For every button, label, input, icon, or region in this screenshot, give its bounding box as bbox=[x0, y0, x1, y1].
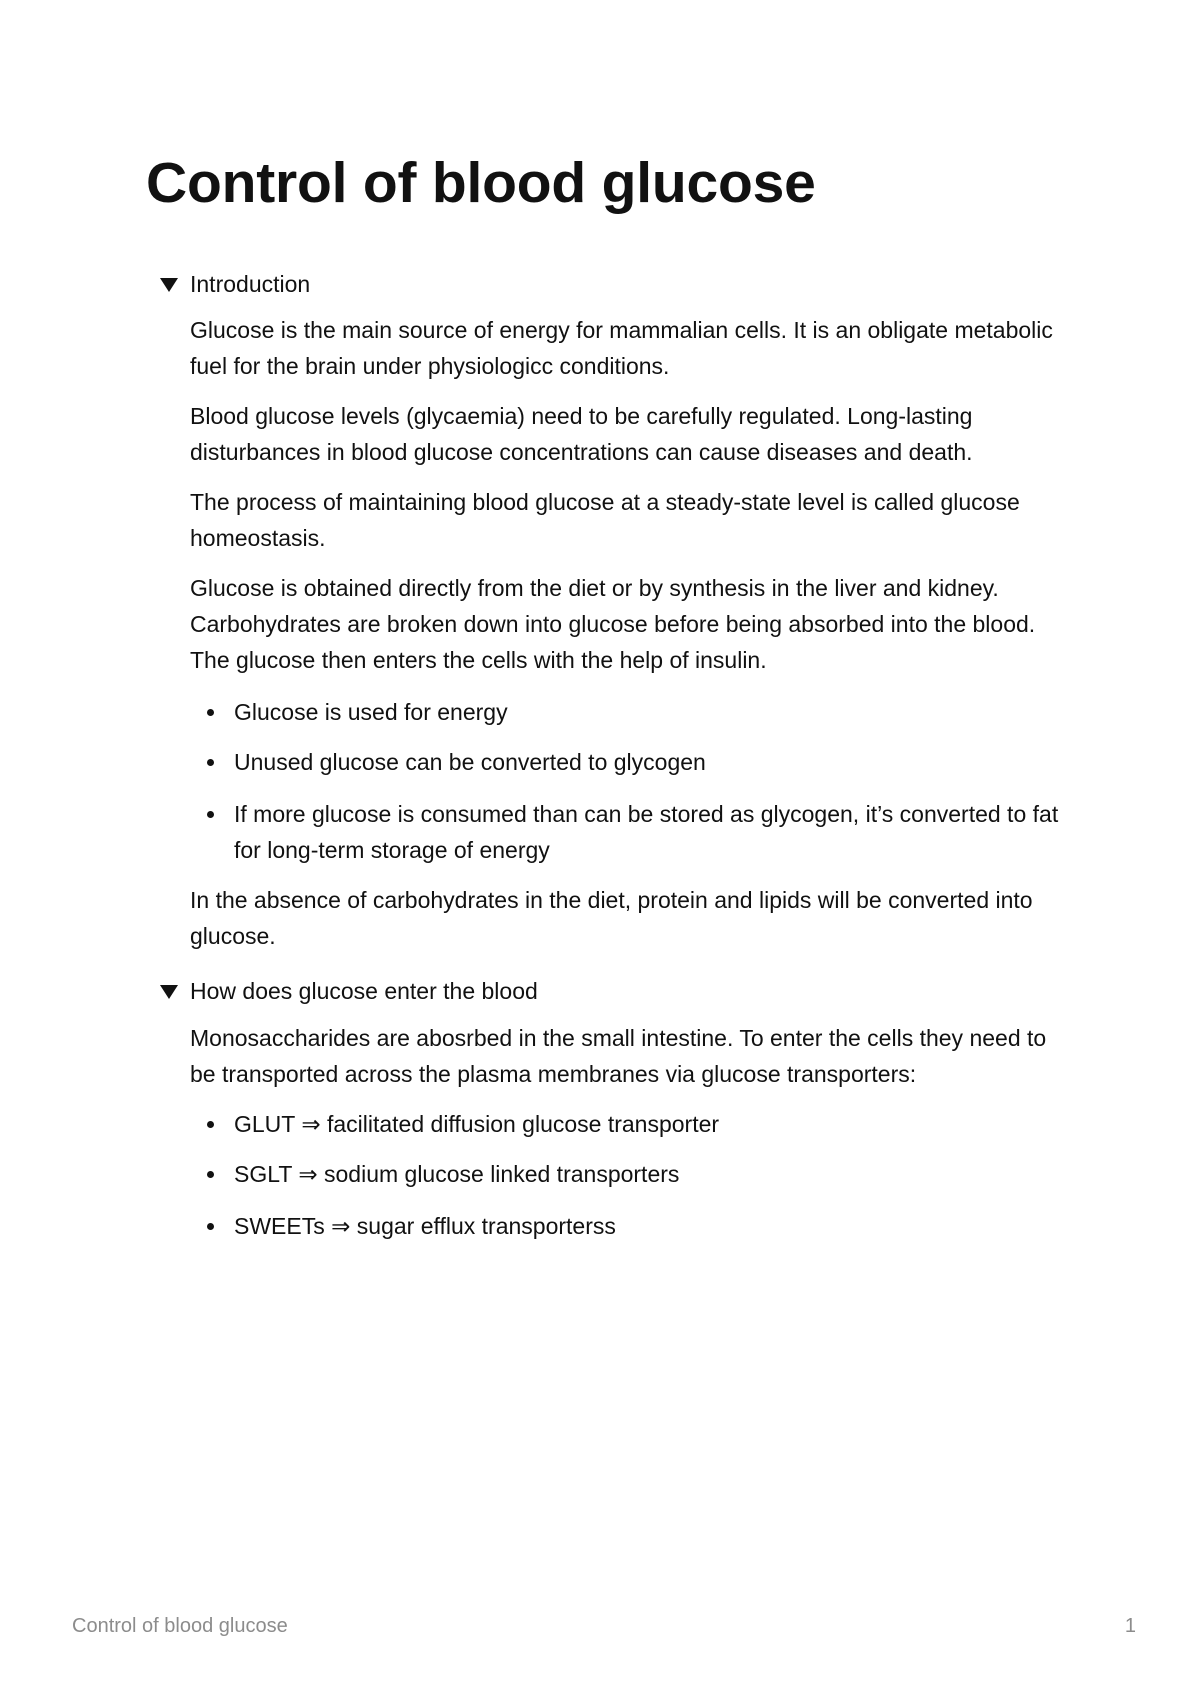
toggle-how-glucose-enters-blood[interactable] bbox=[160, 975, 538, 1007]
toggle-introduction[interactable] bbox=[160, 268, 310, 300]
bullet-icon bbox=[207, 811, 214, 818]
list-item bbox=[234, 744, 1064, 780]
list-item-text: If more glucose is consumed than can be stored as glycogen, it’s converted to fat for long-term storage of energy bbox=[234, 801, 1059, 863]
toggle-arrow-down-icon[interactable] bbox=[160, 985, 178, 999]
paragraph: Glucose is the main source of energy for mammalian cells. It is an obligate metabolic fuel for the brain under physiologicc conditions. bbox=[190, 317, 1053, 379]
list-item bbox=[234, 1156, 1064, 1192]
toggle-arrow-down-icon[interactable] bbox=[160, 278, 178, 292]
list-item-text: Glucose is used for energy bbox=[234, 699, 508, 725]
list-item-text: SWEETs ⇒ sugar efflux transporterss bbox=[234, 1213, 616, 1239]
bullet-icon bbox=[207, 1121, 214, 1128]
list-item bbox=[234, 1208, 1064, 1244]
paragraph: Monosaccharides are abosrbed in the small intestine. To enter the cells they need to be transported across the plasma membranes via glucose transporters: bbox=[190, 1025, 1047, 1087]
paragraph: The process of maintaining blood glucose at a steady-state level is called glucose homeostasis. bbox=[190, 489, 1020, 551]
bullet-icon bbox=[207, 709, 214, 716]
list-item bbox=[234, 694, 1064, 730]
page-title: Control of blood glucose bbox=[146, 151, 816, 215]
paragraph: Glucose is obtained directly from the diet or by synthesis in the liver and kidney. Carbohydrates are broken down into glucose before being absorbed into the blood. The glucose then enters the cells with the help of insulin. bbox=[190, 575, 1036, 673]
list-item-text: GLUT ⇒ facilitated diffusion glucose transporter bbox=[234, 1111, 720, 1137]
list-item-text: Unused glucose can be converted to glycogen bbox=[234, 749, 706, 775]
toggle-label: How does glucose enter the blood bbox=[190, 978, 538, 1004]
footer-doc-title: Control of blood glucose bbox=[72, 1615, 288, 1637]
bullet-icon bbox=[207, 1223, 214, 1230]
bullet-icon bbox=[207, 759, 214, 766]
paragraph: Blood glucose levels (glycaemia) need to be carefully regulated. Long-lasting disturbances in blood glucose concentrations can cause diseases and death. bbox=[190, 403, 973, 465]
list-item bbox=[234, 796, 1064, 868]
list-item-text: SGLT ⇒ sodium glucose linked transporters bbox=[234, 1161, 680, 1187]
paragraph: In the absence of carbohydrates in the diet, protein and lipids will be converted into glucose. bbox=[190, 887, 1033, 949]
bullet-icon bbox=[207, 1171, 214, 1178]
toggle-label: Introduction bbox=[190, 271, 311, 297]
list-item bbox=[234, 1106, 1064, 1142]
footer-page-number: 1 bbox=[1124, 1615, 1136, 1637]
